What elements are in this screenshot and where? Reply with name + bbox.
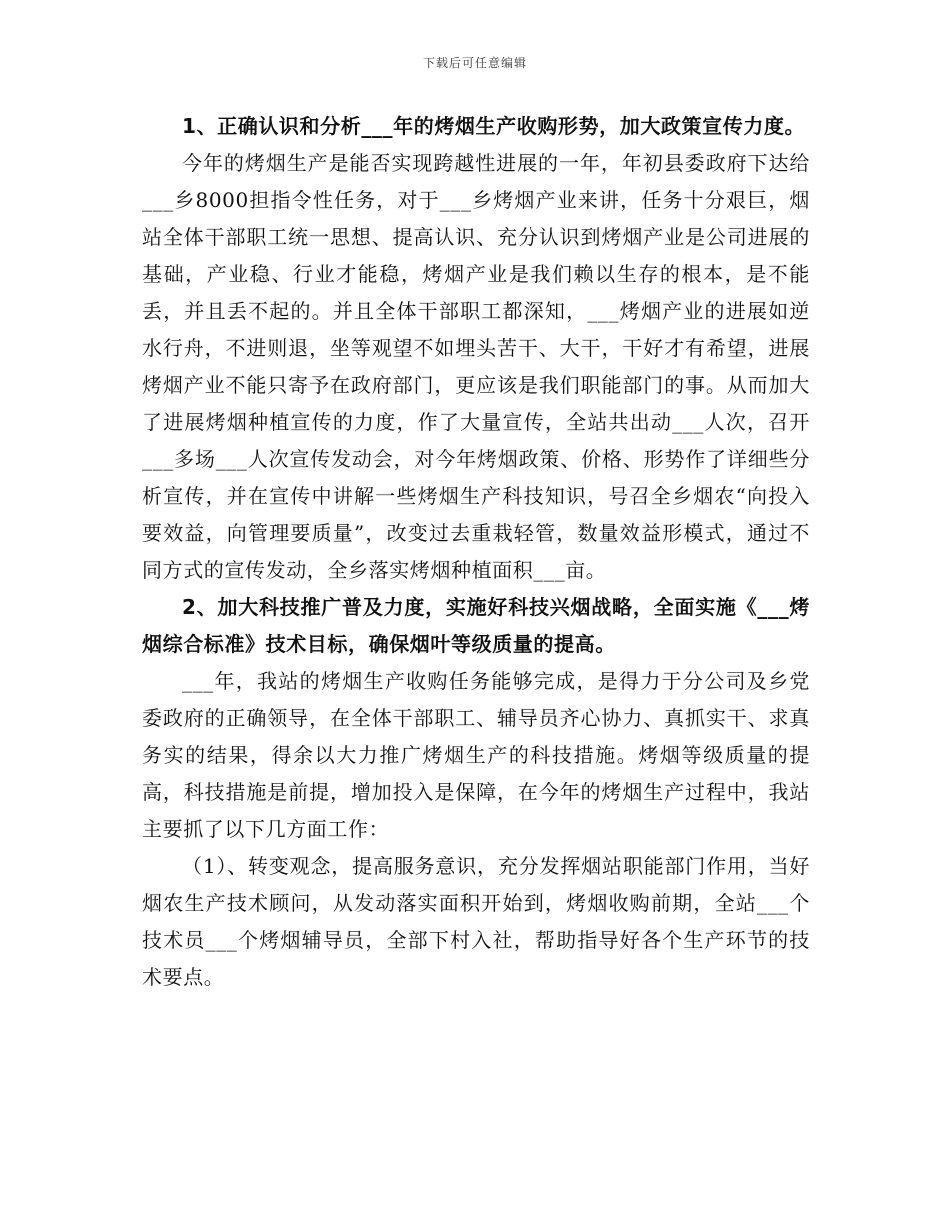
section-1-heading: 1、正确认识和分析___年的烤烟生产收购形势，加大政策宣传力度。 bbox=[182, 114, 806, 138]
section-2-subparagraph: （1）、转变观念，提高服务意识，充分发挥烟站职能部门作用，当好烟农生产技术顾问，从发动落实面积开始到，烤烟收购前期，全站___个技术员___个烤烟辅导员，全部下村入社，帮助指导好各个生产环节的技术要点。 bbox=[142, 854, 810, 989]
section-2-paragraph: ___年，我站的烤烟生产收购任务能够完成，是得力于分公司及乡党委政府的正确领导，在全体干部职工、辅导员齐心协力、真抓实干、求真务实的结果，得余以大力推广烤烟生产的科技措施。烤烟等级质量的提高，科技措施是前提，增加投入是保障，在今年的烤烟生产过程中，我站主要抓了以下几方面工作： bbox=[142, 669, 810, 841]
section-2-heading: 2、加大科技推广普及力度，实施好科技兴烟战略，全面实施《___烤烟综合标准》技术目标，确保烟叶等级质量的提高。 bbox=[142, 595, 810, 656]
document-body bbox=[142, 108, 810, 996]
section-1-paragraph: 今年的烤烟生产是能否实现跨越性进展的一年，年初县委政府下达给___乡8000担指令性任务，对于___乡烤烟产业来讲，任务十分艰巨，烟站全体干部职工统一思想、提高认识、充分认识到烤烟产业是公司进展的基础，产业稳、行业才能稳，烤烟产业是我们赖以生存的根本，是不能丢，并且丢不起的。并且全体干部职工都深知，___烤烟产业的进展如逆水行舟，不进则退，坐等观望不如埋头苦干、大干，干好才有希望，进展烤烟产业不能只寄予在政府部门，更应该是我们职能部门的事。从而加大了进展烤烟种植宣传的力度，作了大量宣传，全站共出动___人次，召开___多场___人次宣传发动会，对今年烤烟政策、价格、形势作了详细些分析宣传，并在宣传中讲解一些烤烟生产科技知识，号召全乡烟农“向投入要效益，向管理要质量”，改变过去重栽轻管，数量效益形模式，通过不同方式的宣传发动，全乡落实烤烟种植面积___亩。 bbox=[142, 151, 810, 582]
page-header-note: 下载后可任意编辑 bbox=[422, 56, 527, 70]
